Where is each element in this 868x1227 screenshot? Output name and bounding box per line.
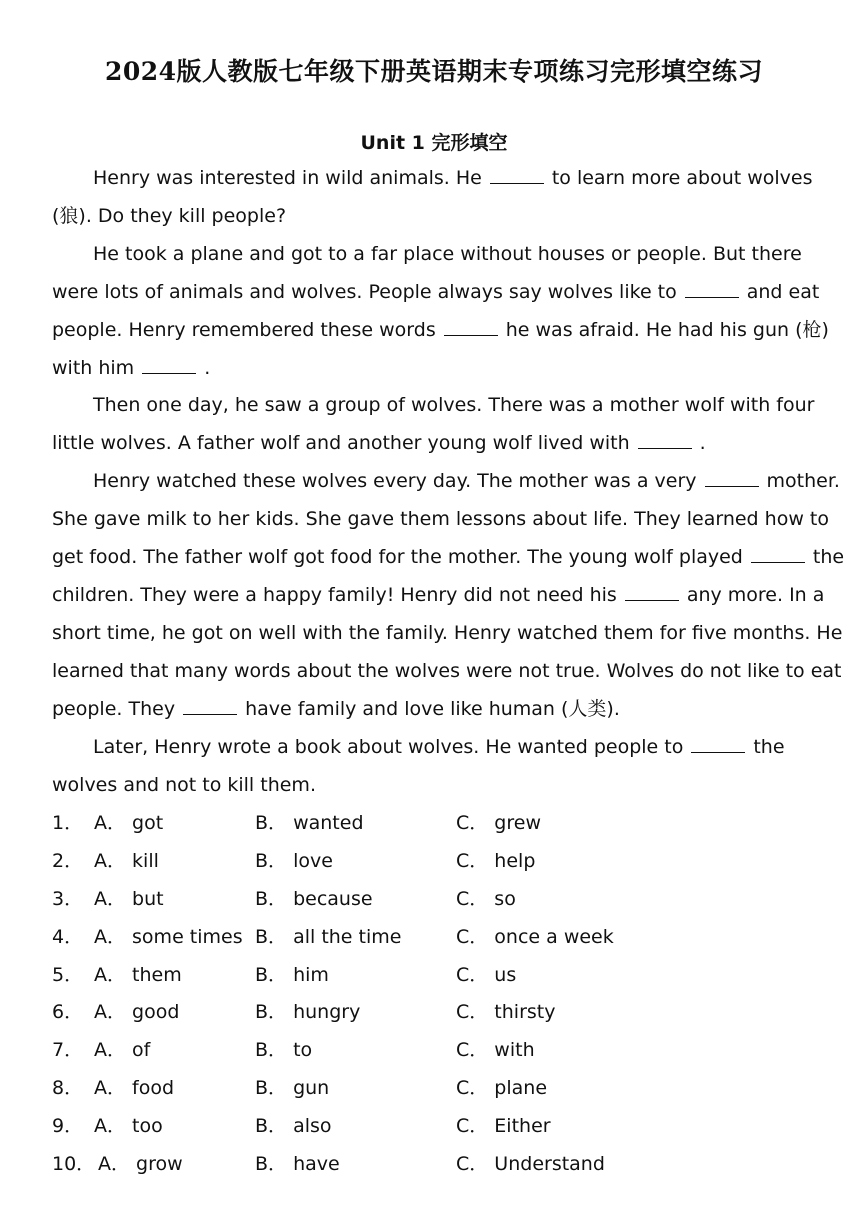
passage-line: short time, he got on well with the family. Henry watched them for five months. He (52, 621, 843, 644)
question-row (52, 1146, 812, 1184)
option-a: A． got (94, 812, 164, 834)
question-number: 9． (52, 1115, 84, 1138)
option-a: A． food (94, 1077, 175, 1100)
option-c: C． plane (456, 1077, 548, 1100)
question-row (52, 919, 812, 957)
answer-blank-7 (751, 561, 805, 563)
option-c: C． help (456, 849, 536, 872)
question-number: 3． (52, 887, 84, 910)
option-b: B． to (255, 1039, 313, 1062)
option-b: B． because (255, 887, 373, 910)
question-row (52, 1032, 812, 1070)
cloze-passage (52, 160, 845, 804)
question-row (52, 994, 812, 1032)
option-b: B． gun (255, 1077, 330, 1100)
question-number: 5． (52, 963, 84, 986)
option-c: C． Either (456, 1115, 551, 1138)
passage-line: people. They have family and love like human (人类). (52, 697, 620, 720)
question-row (52, 1108, 812, 1146)
passage-line: get food. The father wolf got food for the mother. The young wolf played the (52, 546, 845, 569)
option-a: A． grow (98, 1153, 183, 1176)
passage-line: little wolves. A father wolf and another young wolf lived with . (52, 432, 706, 455)
option-c: C． thirsty (456, 1001, 556, 1024)
question-number: 6． (52, 1001, 84, 1024)
passage-line: were lots of animals and wolves. People always say wolves like to and eat (52, 280, 820, 303)
answer-blank-2 (685, 296, 739, 298)
passage-line: She gave milk to her kids. She gave them lessons about life. They learned how to (52, 508, 829, 531)
answer-blank-10 (691, 751, 745, 753)
answer-blank-1 (490, 182, 544, 184)
option-b: B． also (255, 1115, 332, 1138)
passage-line: (狼). Do they kill people? (52, 204, 287, 227)
question-row (52, 805, 812, 843)
answer-blank-8 (625, 599, 679, 601)
answer-blank-4 (142, 372, 196, 374)
answer-options (52, 805, 812, 1184)
answer-blank-6 (705, 485, 759, 487)
passage-line: people. Henry remembered these words he was afraid. He had his gun (枪) (52, 318, 829, 341)
question-number: 7． (52, 1039, 84, 1062)
option-c: C． grew (456, 812, 541, 834)
question-row (52, 881, 812, 919)
unit-title: Unit 1 完形填空 (360, 132, 508, 154)
option-c: C． so (456, 887, 516, 910)
option-b: B． wanted (255, 812, 364, 834)
question-number: 1． (52, 812, 84, 834)
question-number: 10． (52, 1153, 96, 1176)
option-a: A． too (94, 1115, 163, 1138)
option-c: C． with (456, 1039, 535, 1062)
document-title: 2024版人教版七年级下册英语期末专项练习完形填空练习 (104, 57, 764, 86)
option-a: A． but (94, 887, 164, 910)
answer-blank-3 (444, 334, 498, 336)
question-number: 4． (52, 925, 84, 948)
question-row (52, 957, 812, 995)
option-b: B． have (255, 1153, 340, 1176)
passage-line: Then one day, he saw a group of wolves. There was a mother wolf with four (93, 394, 815, 417)
answer-blank-9 (183, 713, 237, 715)
question-number: 2． (52, 849, 84, 872)
passage-line: Later, Henry wrote a book about wolves. He wanted people to the (93, 735, 785, 758)
option-c: C． us (456, 963, 517, 986)
option-a: A． them (94, 963, 182, 986)
question-row (52, 843, 812, 881)
question-number: 8． (52, 1077, 84, 1100)
option-c: C． Understand (456, 1153, 605, 1176)
option-b: B． him (255, 963, 329, 986)
option-a: A． some times (94, 925, 243, 948)
passage-line: He took a plane and got to a far place without houses or people. But there (93, 242, 802, 265)
option-a: A． kill (94, 849, 159, 872)
option-c: C． once a week (456, 925, 614, 948)
passage-line: Henry was interested in wild animals. He to learn more about wolves (93, 167, 813, 189)
option-b: B． love (255, 849, 333, 872)
question-row (52, 1070, 812, 1108)
option-b: B． all the time (255, 925, 402, 948)
passage-line: with him . (52, 356, 211, 379)
answer-blank-5 (638, 447, 692, 449)
passage-line: wolves and not to kill them. (52, 773, 316, 796)
option-b: B． hungry (255, 1001, 361, 1024)
passage-line: Henry watched these wolves every day. The mother was a very mother. (93, 470, 840, 493)
option-a: A． of (94, 1039, 151, 1062)
passage-line: children. They were a happy family! Henry did not need his any more. In a (52, 583, 825, 606)
passage-line: learned that many words about the wolves were not true. Wolves do not like to eat (52, 659, 842, 682)
option-a: A． good (94, 1001, 180, 1024)
